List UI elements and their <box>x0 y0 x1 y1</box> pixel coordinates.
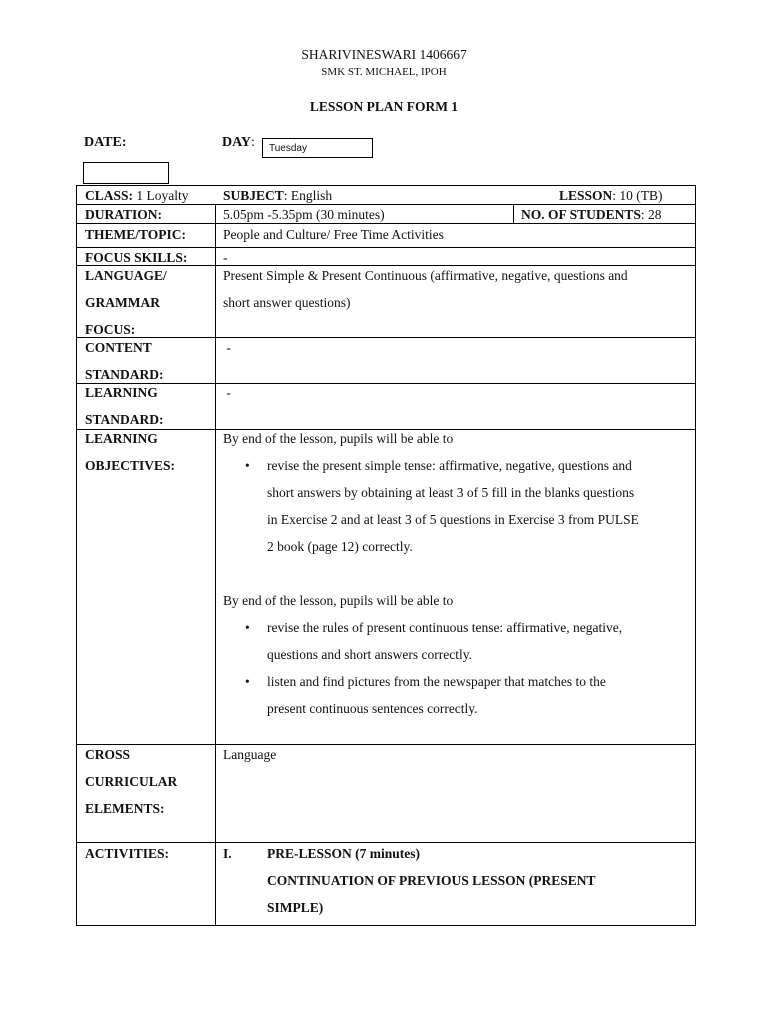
class-value: 1 Loyalty <box>133 188 189 203</box>
cross-curricular-value: Language <box>223 747 277 762</box>
cross-curricular-label: CROSS CURRICULAR ELEMENTS: <box>85 747 178 816</box>
lesson-cell <box>559 186 663 205</box>
activities-content: PRE-LESSON (7 minutes) CONTINUATION OF PREVIOUS LESSON (PRESENT SIMPLE) <box>267 840 596 921</box>
list-item: • listen and find pictures from the newspaper that matches to the present continuous sentences correctly. <box>223 668 688 722</box>
activities-label: ACTIVITIES: <box>85 846 170 861</box>
column-divider <box>513 204 514 223</box>
objectives-list <box>223 452 688 560</box>
students-value: : 28 <box>640 207 662 222</box>
content-standard-label: CONTENT STANDARD: <box>85 340 164 382</box>
content-standard-value: - <box>223 340 231 355</box>
duration-value: 5.05pm -5.35pm (30 minutes) <box>223 207 385 222</box>
class-cell <box>85 186 189 205</box>
theme-value: People and Culture/ Free Time Activities <box>223 227 444 242</box>
column-divider <box>215 204 216 926</box>
duration-label: DURATION: <box>85 207 162 222</box>
bullet-icon: • <box>245 620 250 635</box>
subject-value: : English <box>283 188 333 203</box>
date-label: DATE: <box>84 135 127 150</box>
lesson-value: : 10 (TB) <box>612 188 663 203</box>
row-divider <box>77 383 695 384</box>
learning-standard-label: LEARNING STANDARD: <box>85 385 164 427</box>
class-label: CLASS: <box>85 188 134 203</box>
grammar-label: LANGUAGE/ GRAMMAR FOCUS: <box>85 268 167 337</box>
row-divider <box>77 337 695 338</box>
lesson-label: LESSON <box>559 188 613 203</box>
focus-skills-value: - <box>223 250 228 265</box>
students-cell <box>521 205 662 224</box>
author-line: SHARIVINESWARI 1406667 <box>301 47 467 62</box>
list-item: • revise the rules of present continuous tense: affirmative, negative, questions and short answers correctly. <box>223 614 688 668</box>
day-field[interactable]: Tuesday <box>262 138 373 158</box>
date-field[interactable] <box>83 162 169 184</box>
objectives-intro: By end of the lesson, pupils will be able to <box>223 593 454 608</box>
document-title: LESSON PLAN FORM 1 <box>309 99 459 114</box>
lesson-plan-table <box>76 185 696 926</box>
focus-skills-label: FOCUS SKILLS: <box>85 250 188 265</box>
bullet-icon: • <box>245 674 250 689</box>
objectives-intro: By end of the lesson, pupils will be able to <box>223 431 454 446</box>
objectives-value <box>223 425 688 722</box>
bullet-icon: • <box>245 458 250 473</box>
activities-heading: PRE-LESSON (7 minutes) <box>267 846 421 861</box>
learning-standard-value: - <box>223 385 231 400</box>
day-label: DAY: <box>222 135 255 150</box>
theme-label: THEME/TOPIC: <box>85 227 187 242</box>
subject-label: SUBJECT <box>223 188 284 203</box>
list-item: • revise the present simple tense: affirmative, negative, questions and short answers by obtaining at least 3 of 5 fill in the blanks questions in Exercise 2 and at least 3 of 5 questions in Exercise 3 from PULSE 2 book (page 12) correctly. <box>223 452 688 560</box>
grammar-value: Present Simple & Present Continuous (affirmative, negative, questions and short answer questions) <box>223 268 628 310</box>
subject-cell <box>223 186 332 205</box>
activities-numeral: I. <box>223 846 232 861</box>
objectives-list <box>223 614 688 722</box>
objectives-label: LEARNING OBJECTIVES: <box>85 431 176 473</box>
school-line: SMK ST. MICHAEL, IPOH <box>321 66 447 78</box>
students-label: NO. OF STUDENTS <box>521 207 641 222</box>
